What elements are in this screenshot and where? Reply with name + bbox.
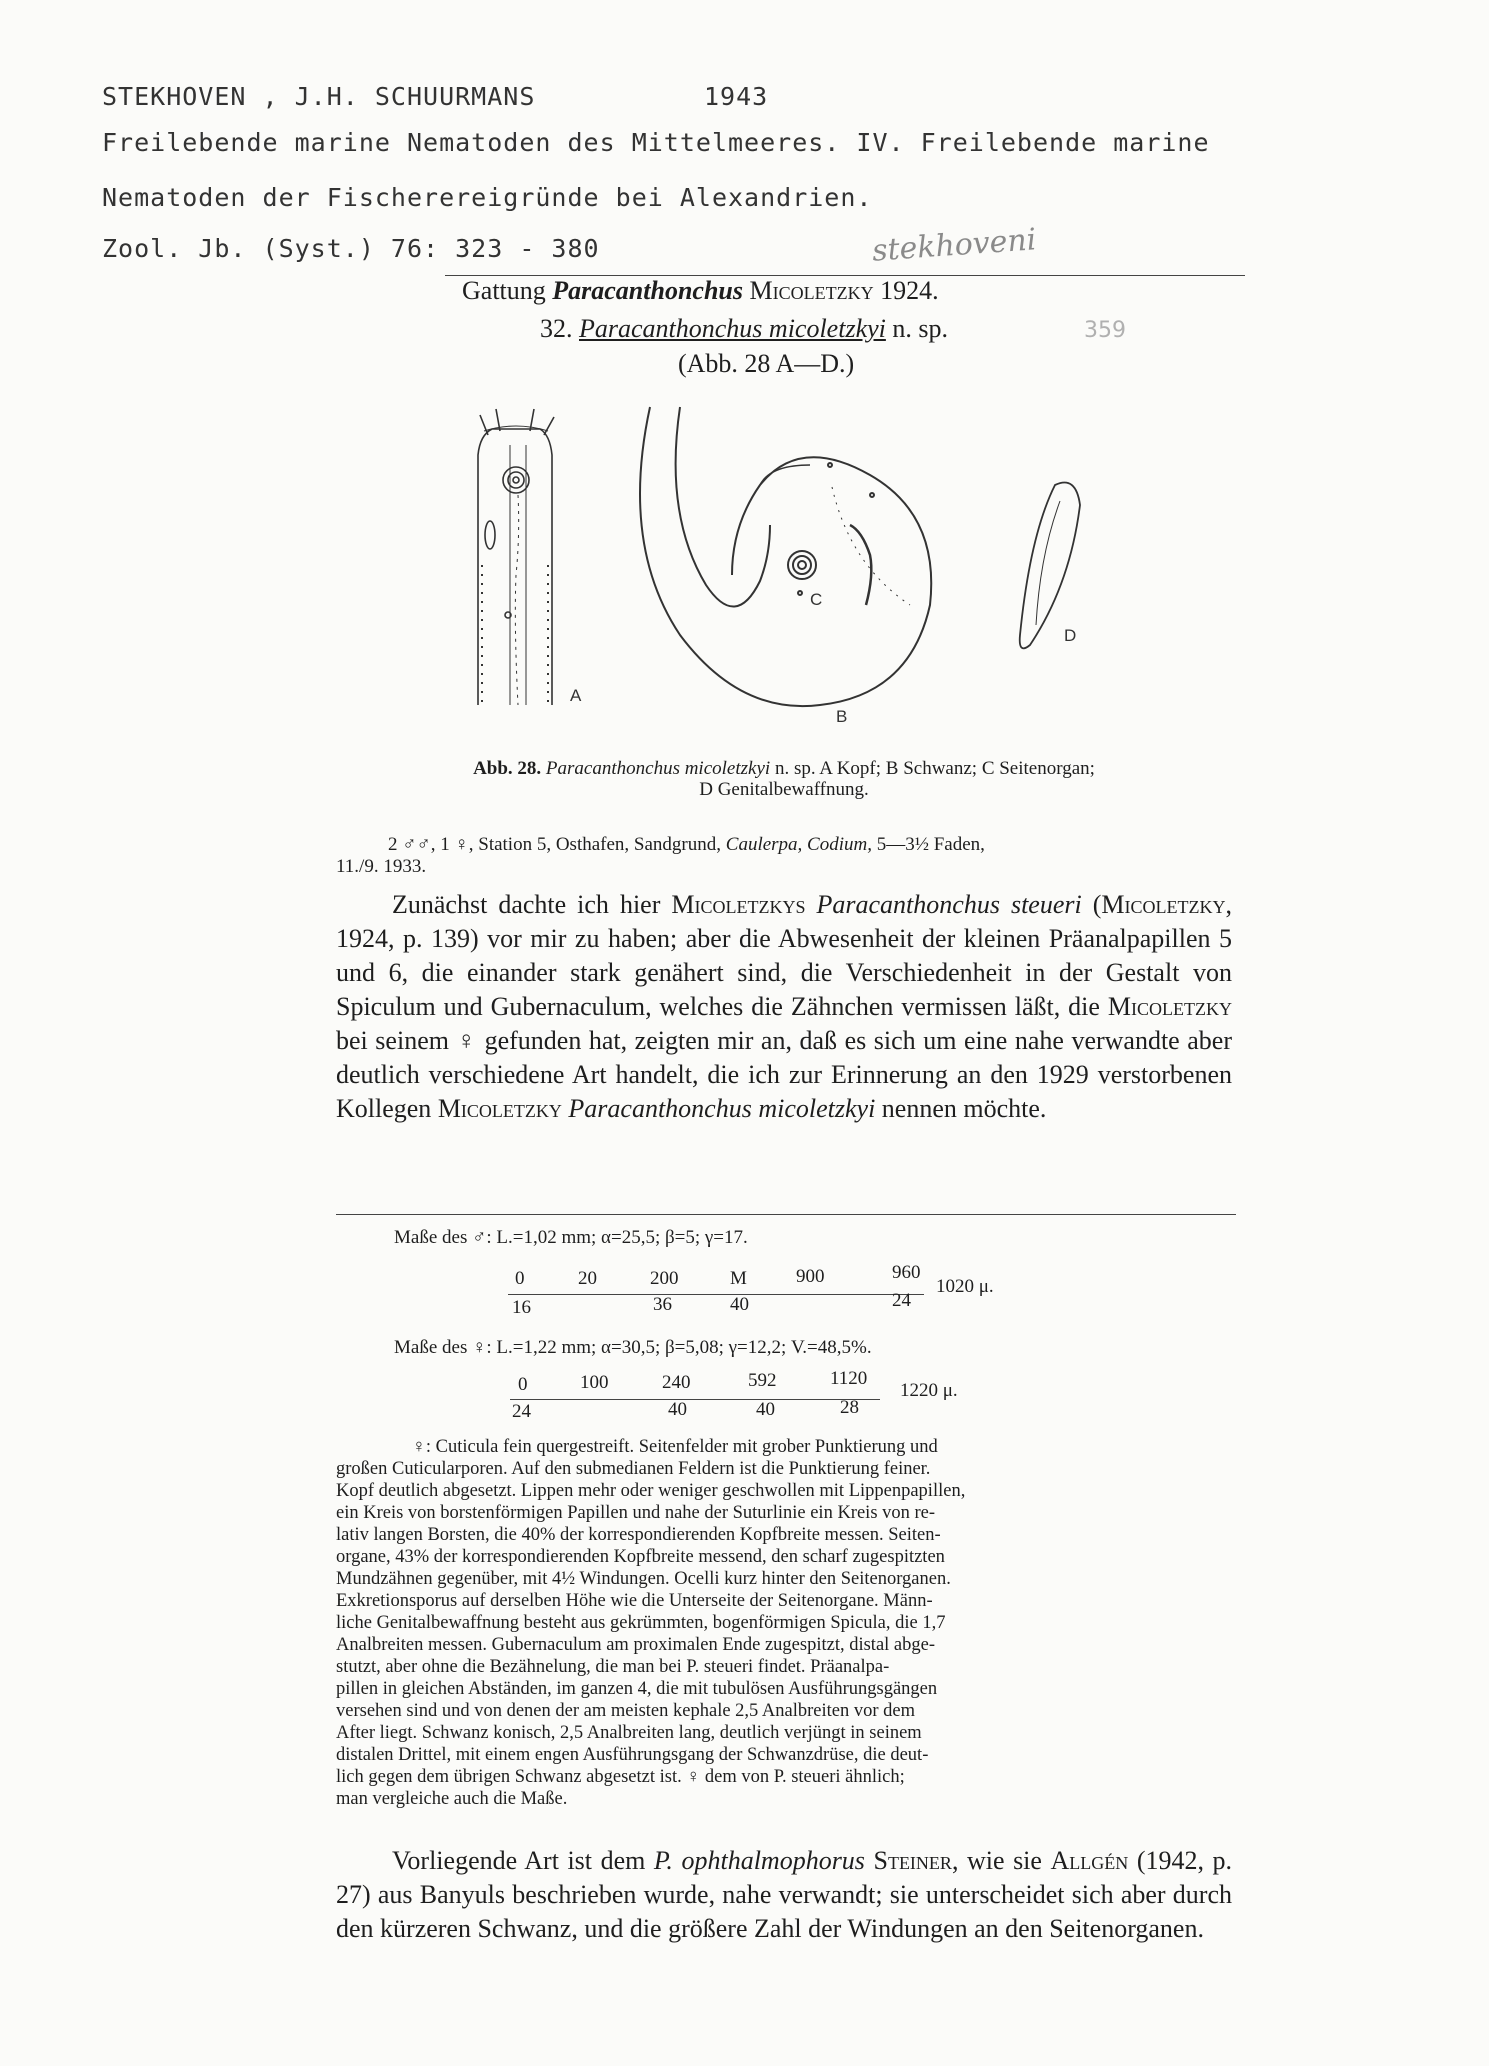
p1-author-1: Micoletzkys bbox=[671, 890, 806, 919]
figure-a-head bbox=[478, 409, 554, 705]
handwritten-signature: stekhoveni bbox=[870, 222, 1038, 269]
caption-label: Abb. 28. bbox=[473, 758, 542, 779]
material-date: 11./9. 1933. bbox=[336, 856, 427, 877]
male-total: 1020 μ. bbox=[936, 1276, 994, 1297]
female-bottom-1: 40 bbox=[668, 1399, 687, 1420]
description-line: stutzt, aber ohne die Bezähnelung, die man bei P. steueri findet. Präanalpa- bbox=[336, 1657, 890, 1677]
p2-species: P. ophthalmophorus bbox=[653, 1846, 865, 1875]
male-top-0: 0 bbox=[515, 1268, 525, 1289]
female-total: 1220 μ. bbox=[900, 1380, 958, 1401]
p2-text-3: (1942, p. 27) aus Banyuls beschrieben wurde, nahe verwandt; sie unterscheidet sich aber durch den kürzeren Schwanz, und die größere Zahl der Windungen an den Seitenorganen. bbox=[336, 1846, 1233, 1943]
typed-title-line2: Nematoden der Fischerereigründe bei Alexandrien. bbox=[102, 183, 873, 212]
male-top-1: 20 bbox=[578, 1268, 597, 1289]
p1-author-4: Micoletzky bbox=[437, 1094, 562, 1123]
species-heading-suffix: n. sp. bbox=[892, 314, 948, 343]
caption-species: Paracanthonchus micoletzkyi bbox=[545, 758, 771, 779]
material-line bbox=[336, 834, 1232, 878]
typed-year: 1943 bbox=[704, 82, 769, 111]
p1-author-2: Micoletzky bbox=[1101, 890, 1226, 919]
paragraph-2 bbox=[336, 1844, 1232, 1946]
handwritten-page-note: 359 bbox=[1084, 318, 1126, 343]
typed-title-line1: Freilebende marine Nematoden des Mittelmeeres. IV. Freilebende marine bbox=[102, 128, 1210, 157]
figure-b-tail bbox=[640, 407, 931, 706]
description-line: Analbreiten messen. Gubernaculum am proximalen Ende zugespitzt, distal abge- bbox=[336, 1635, 936, 1655]
p2-text-1: Vorliegende Art ist dem bbox=[392, 1846, 646, 1875]
description-line: After liegt. Schwanz konisch, 2,5 Analbreiten lang, deutlich verjüngt in seinem bbox=[336, 1723, 922, 1743]
description-line: versehen sind und von denen der am meisten kephale 2,5 Analbreiten vor dem bbox=[336, 1701, 915, 1721]
female-fraction-rule bbox=[510, 1399, 880, 1400]
p2-author-1: Steiner bbox=[873, 1846, 952, 1875]
description-line: Mundzähnen gegenüber, mit 4½ Windungen. Ocelli kurz hinter den Seitenorganen. bbox=[336, 1569, 951, 1589]
female-bottom-2: 40 bbox=[756, 1399, 775, 1420]
typed-citation: Zool. Jb. (Syst.) 76: 323 - 380 bbox=[102, 234, 600, 263]
p1-text-4: bei seinem ♀ gefunden hat, zeigten mir an, daß es sich um eine nahe verwandte aber deutlich verschiedene Art handelt, die ich zur Erinnerung an den 1929 verstorbenen Kollegen bbox=[336, 1026, 1232, 1123]
female-top-3: 592 bbox=[748, 1370, 777, 1391]
material-text-c: 5—3½ Faden, bbox=[876, 834, 985, 855]
p1-author-3: Micoletzky bbox=[1107, 992, 1232, 1021]
typed-author: STEKHOVEN , J.H. SCHUURMANS bbox=[102, 82, 536, 111]
caption-text-2: D Genitalbewaffnung. bbox=[699, 779, 869, 800]
species-heading-number: 32. bbox=[540, 314, 573, 343]
male-bottom-3: 24 bbox=[892, 1290, 911, 1311]
figure-label-d: D bbox=[1064, 626, 1077, 645]
paragraph-1 bbox=[336, 888, 1232, 1126]
male-bottom-0: 16 bbox=[512, 1297, 531, 1318]
figure-label-c: C bbox=[810, 590, 823, 609]
p1-species-1: Paracanthonchus steueri bbox=[816, 890, 1082, 919]
measure-female-label: Maße des ♀: L.=1,22 mm; α=30,5; β=5,08; γ=12,2; V.=48,5%. bbox=[394, 1337, 872, 1358]
caption-text-1: n. sp. A Kopf; B Schwanz; C Seitenorgan; bbox=[774, 758, 1095, 779]
description-line: liche Genitalbewaffnung besteht aus gekrümmten, bogenförmigen Spicula, die 1,7 bbox=[336, 1613, 946, 1633]
p1-text-2: ( bbox=[1092, 890, 1102, 919]
male-top-3: M bbox=[730, 1268, 747, 1289]
genus-heading-genus: Paracanthonchus bbox=[552, 276, 743, 305]
description-line: Kopf deutlich abgesetzt. Lippen mehr oder weniger geschwollen mit Lippenpapillen, bbox=[336, 1481, 966, 1501]
genus-heading-prefix: Gattung bbox=[462, 276, 546, 305]
figure-label-a: A bbox=[570, 686, 582, 705]
material-text-a: 2 ♂♂, 1 ♀, Station 5, Osthafen, Sandgrund, bbox=[388, 834, 722, 855]
female-top-4: 1120 bbox=[830, 1368, 868, 1389]
p1-text-5: nennen möchte. bbox=[881, 1094, 1047, 1123]
description-block bbox=[336, 1436, 1232, 1810]
female-bottom-0: 24 bbox=[512, 1401, 531, 1422]
description-line: ♀: Cuticula fein quergestreift. Seitenfelder mit grober Punktierung und bbox=[412, 1437, 938, 1457]
species-heading-name: Paracanthonchus micoletzkyi bbox=[579, 314, 886, 343]
p2-text-2: , wie sie bbox=[951, 1846, 1042, 1875]
male-top-4: 900 bbox=[796, 1266, 825, 1287]
species-heading bbox=[540, 314, 948, 344]
figure-caption bbox=[336, 758, 1232, 800]
genus-heading-authority: Micoletzky 1924. bbox=[749, 276, 939, 305]
genus-heading bbox=[462, 276, 939, 306]
p2-author-2: Allgén bbox=[1050, 1846, 1129, 1875]
material-text-b: Caulerpa, Codium, bbox=[725, 834, 872, 855]
description-line: pillen in gleichen Abständen, im ganzen 4, die mit tubulösen Ausführungsgängen bbox=[336, 1679, 938, 1699]
female-top-2: 240 bbox=[662, 1372, 691, 1393]
description-line: Exkretionsporus auf derselben Höhe wie die Unterseite der Seitenorgane. Männ- bbox=[336, 1591, 933, 1611]
description-line: ein Kreis von borstenförmigen Papillen und nahe der Suturlinie ein Kreis von re- bbox=[336, 1503, 936, 1523]
male-top-2: 200 bbox=[650, 1268, 679, 1289]
p1-text-1: Zunächst dachte ich hier bbox=[392, 890, 661, 919]
female-top-1: 100 bbox=[580, 1372, 609, 1393]
description-line: man vergleiche auch die Maße. bbox=[336, 1789, 568, 1809]
description-line: lativ langen Borsten, die 40% der korrespondierenden Kopfbreite messen. Seiten- bbox=[336, 1525, 941, 1545]
description-line: distalen Drittel, mit einem engen Ausführungsgang der Schwanzdrüse, die deut- bbox=[336, 1745, 929, 1765]
figure-reference: (Abb. 28 A—D.) bbox=[678, 349, 855, 378]
p1-species-2: Paracanthonchus micoletzkyi bbox=[568, 1094, 876, 1123]
female-bottom-3: 28 bbox=[840, 1397, 859, 1418]
description-line: großen Cuticularporen. Auf den submedianen Feldern ist die Punktierung feiner. bbox=[336, 1459, 931, 1479]
description-line: organe, 43% der korrespondierenden Kopfbreite messend, den scharf zugespitzten bbox=[336, 1547, 945, 1567]
description-line: lich gegen dem übrigen Schwanz abgesetzt ist. ♀ dem von P. steueri ähnlich; bbox=[336, 1767, 905, 1787]
male-fraction-rule bbox=[508, 1294, 924, 1295]
p1-text-3: , 1924, p. 139) vor mir zu haben; aber die Abwesenheit der kleinen Präanalpapillen 5 und 6, die einander stark genähert sind, die Verschiedenheit in der Gestalt von Spiculum und Gubernaculum, welches die Zähnchen vermissen läßt, die bbox=[336, 890, 1233, 1021]
figure-label-b: B bbox=[836, 707, 848, 725]
figure-28 bbox=[470, 405, 1130, 725]
figure-d-spiculum bbox=[1020, 483, 1080, 649]
male-bottom-1: 36 bbox=[653, 1294, 672, 1315]
measurement-rule bbox=[336, 1214, 1236, 1215]
measure-male-label: Maße des ♂: L.=1,02 mm; α=25,5; β=5; γ=17. bbox=[394, 1227, 748, 1248]
male-bottom-2: 40 bbox=[730, 1294, 749, 1315]
male-top-5: 960 bbox=[892, 1262, 921, 1283]
female-top-0: 0 bbox=[518, 1374, 528, 1395]
